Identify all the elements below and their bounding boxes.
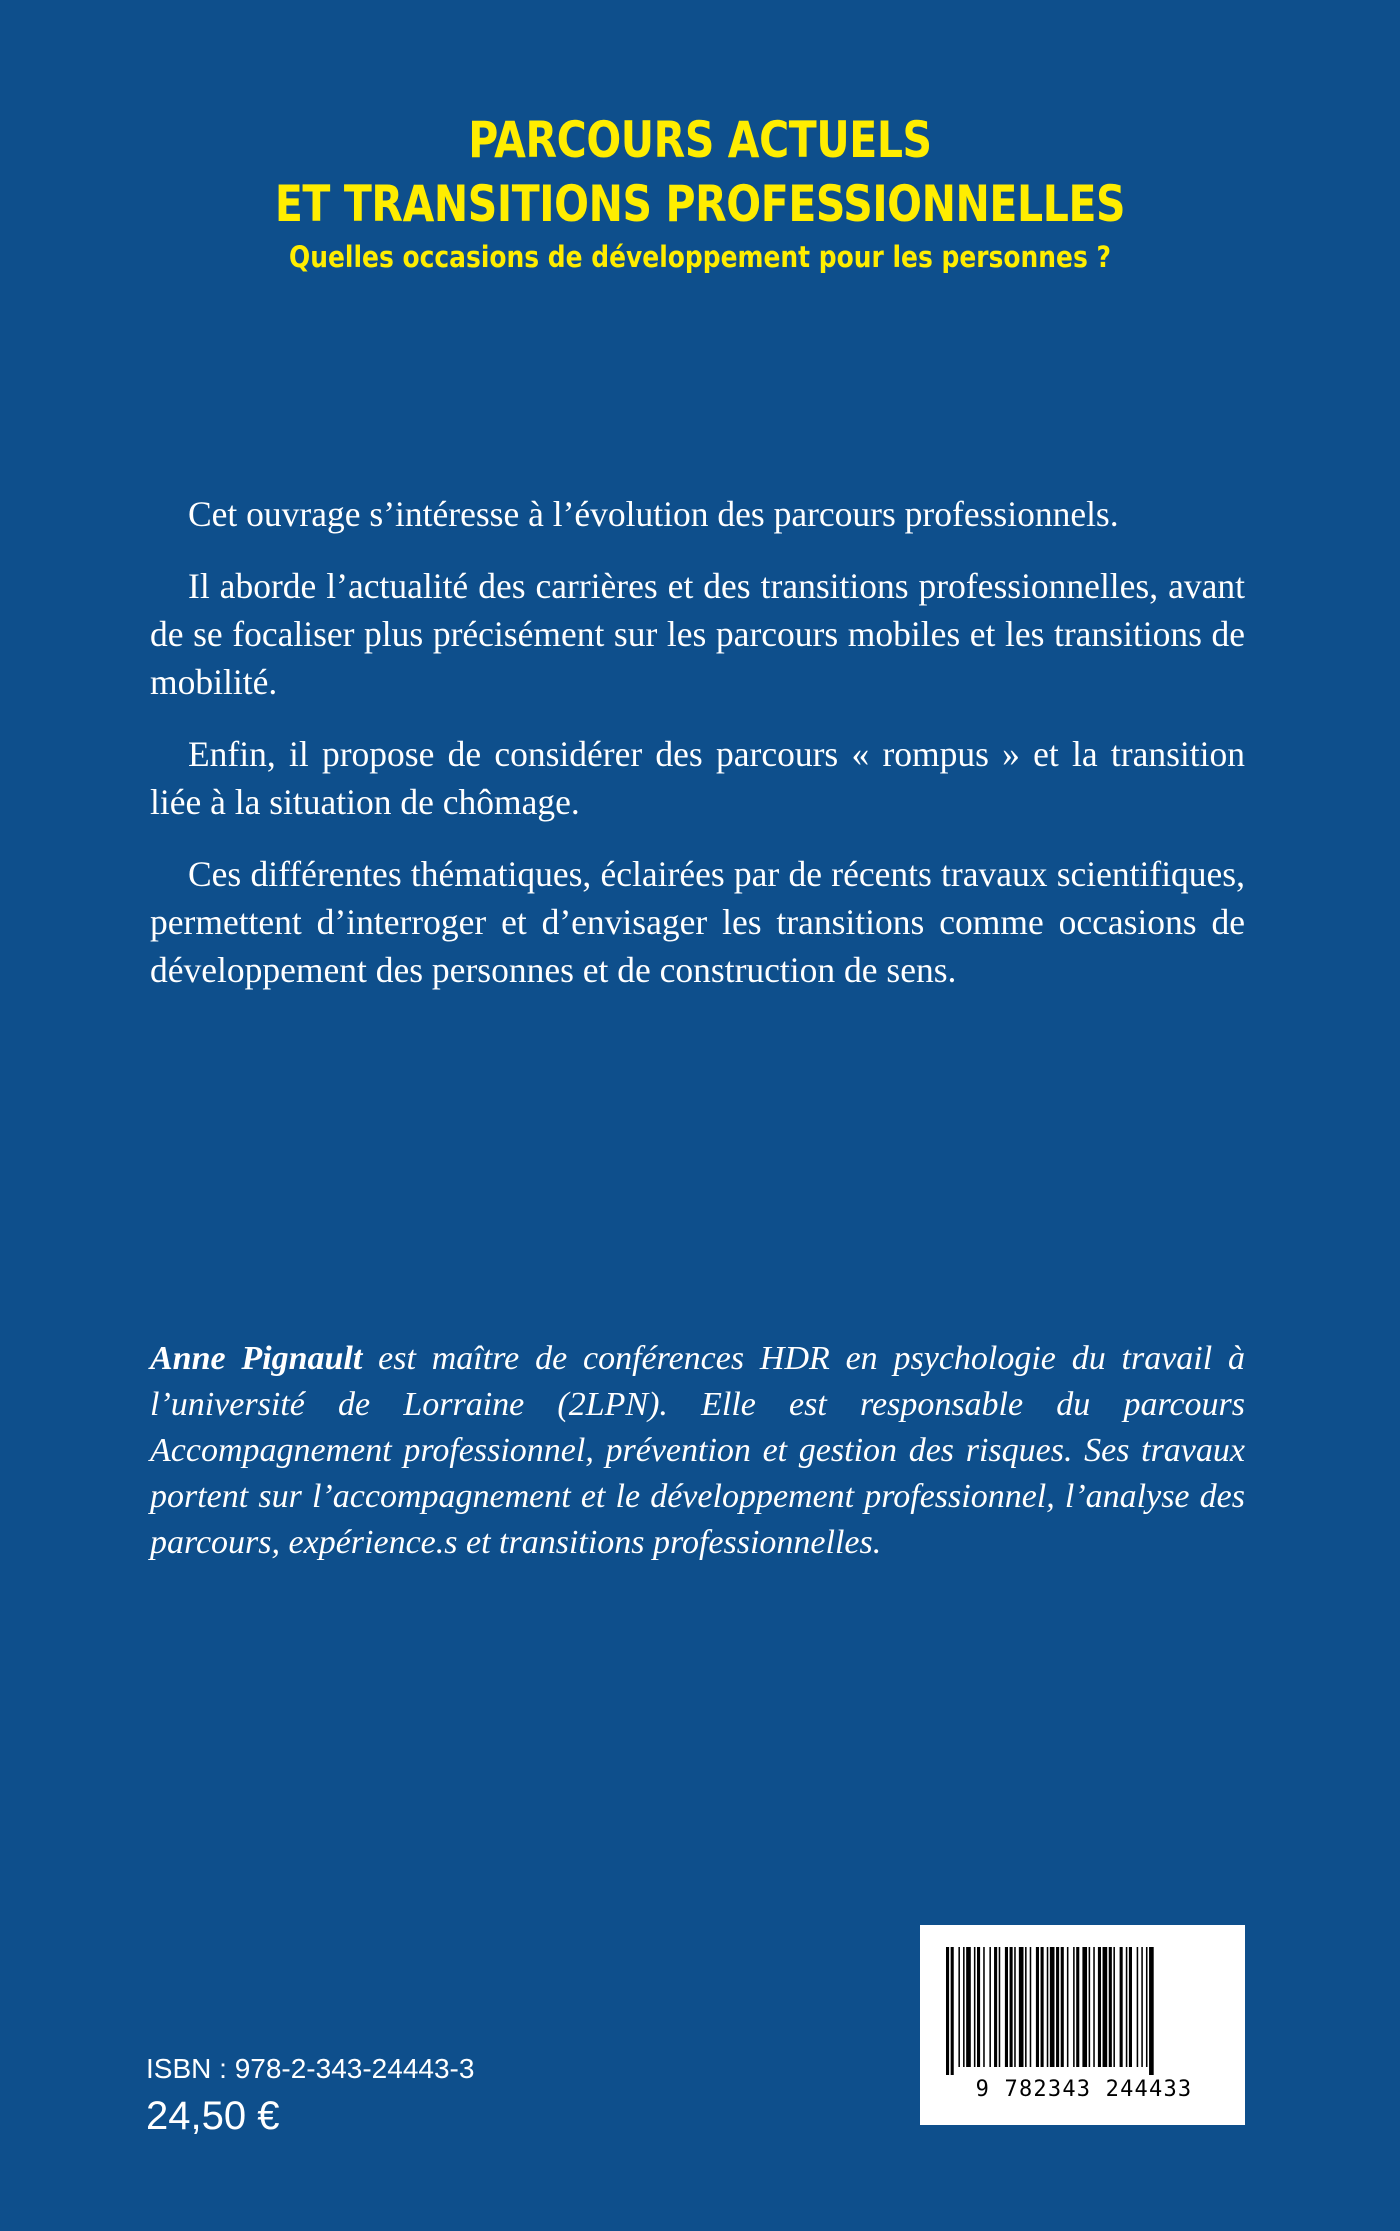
isbn: ISBN : 978-2-343-24443-3 xyxy=(146,2053,475,2084)
barcode xyxy=(920,1925,1245,2125)
price: 24,50 € xyxy=(146,2094,280,2138)
author-bio xyxy=(150,1336,1245,1566)
summary-text xyxy=(150,490,1245,1018)
barcode-bars xyxy=(942,1947,1226,2075)
title-block xyxy=(0,108,1400,276)
title-line-1: PARCOURS ACTUELS xyxy=(468,111,932,169)
summary-paragraph-2: Il aborde l’actualité des carrières et des transitions professionnelles, avant de se focaliser plus précisément sur les parcours mobiles et les transitions de mobilité. xyxy=(150,566,1245,702)
summary-paragraph-3: Enfin, il propose de considérer des parcours « rompus » et la transition liée à la situation de chômage. xyxy=(150,734,1245,822)
title-line-2: ET TRANSITIONS PROFESSIONNELLES xyxy=(274,175,1126,233)
author-name: Anne Pignault xyxy=(150,1340,363,1377)
summary-paragraph-1: Cet ouvrage s’intéresse à l’évolution des parcours professionnels. xyxy=(188,494,1119,534)
subtitle: Quelles occasions de développement pour les personnes ? xyxy=(289,240,1111,274)
barcode-digits: 9 782343 244433 xyxy=(975,2077,1193,2102)
author-bio-text: est maître de conférences HDR en psychologie du travail à l’université de Lorraine (2LPN). Elle est responsable du parcours Accompagnement professionnel, prévention et gestion des risques. Ses travaux portent sur l’accompagnement et le développement professionnel, l’analyse des parcours, expérience.s et transitions professionnelles. xyxy=(150,1340,1246,1561)
summary-paragraph-4: Ces différentes thématiques, éclairées par de récents travaux scientifiques, permettent d’interroger et d’envisager les transitions comme occasions de développement des personnes et de construction de sens. xyxy=(150,854,1245,990)
